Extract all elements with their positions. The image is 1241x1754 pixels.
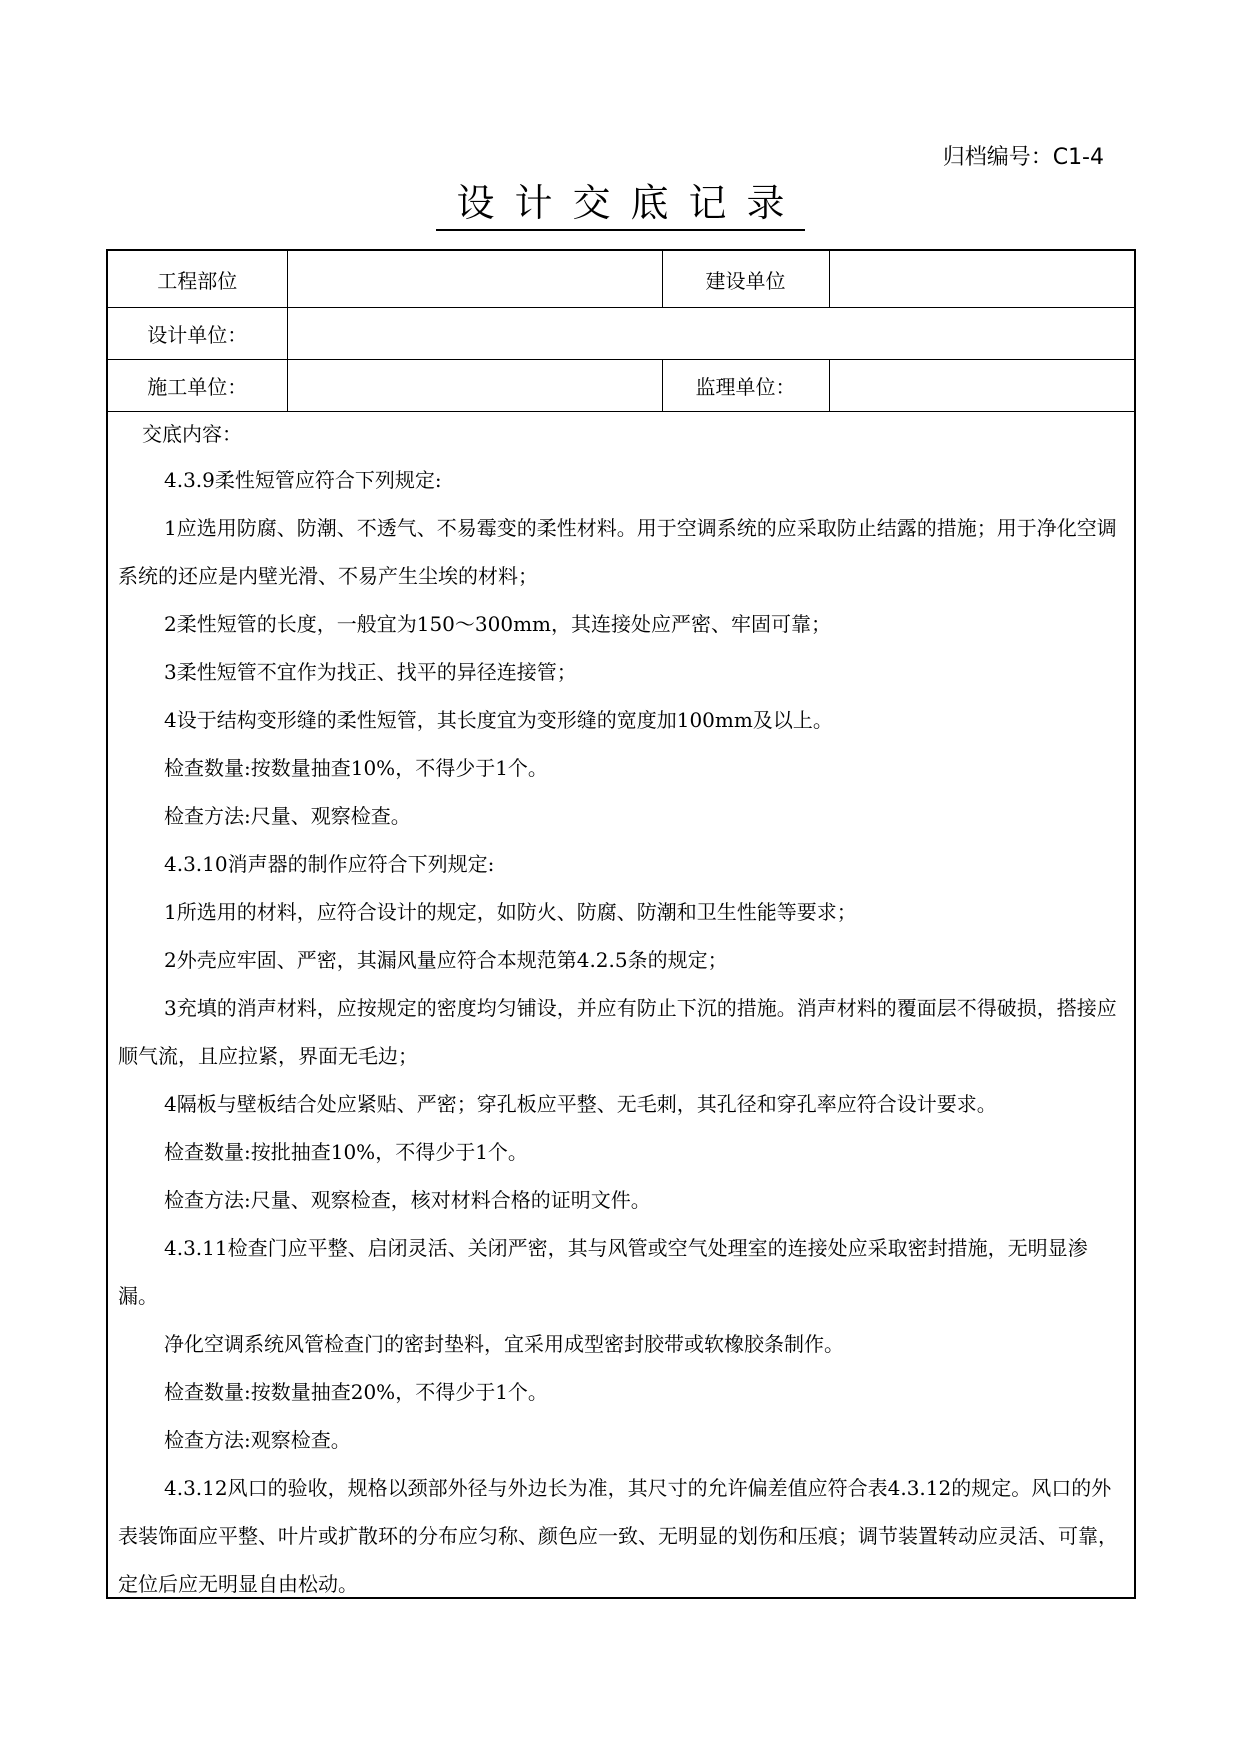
archive-number: 归档编号：C1-4 <box>942 145 1104 170</box>
owner-label: 建设单位 <box>662 251 829 308</box>
paragraph: 检查数量:按数量抽查20%，不得少于1个。 <box>164 1380 548 1404</box>
paragraph: 4.3.12风口的验收，规格以颈部外径与外边长为准，其尺寸的允许偏差值应符合表4.3.12的规定。风口的外表装饰面应平整、叶片或扩散环的分布应匀称、颜色应一致、无明显的划伤和压痕；调节装置转动应灵活、可靠，定位后应无明显自由松动。 <box>118 1476 1118 1596</box>
construction-unit-field[interactable] <box>287 360 662 412</box>
paragraph: 3柔性短管不宜作为找正、找平的异径连接管； <box>164 660 577 684</box>
paragraph: 4.3.9柔性短管应符合下列规定: <box>164 468 442 492</box>
title-wrap <box>0 172 1241 227</box>
document-title: 设计交底记录 <box>436 181 804 231</box>
paragraph: 4隔板与壁板结合处应紧贴、严密；穿孔板应平整、无毛刺，其孔径和穿孔率应符合设计要求。 <box>164 1092 997 1116</box>
paragraph: 检查方法:观察检查。 <box>164 1428 351 1452</box>
info-table <box>108 251 1134 412</box>
paragraph: 检查数量:按数量抽查10%，不得少于1个。 <box>164 756 548 780</box>
content-area <box>108 412 1134 1608</box>
row-design-unit <box>108 308 1134 360</box>
construction-unit-label: 施工单位： <box>108 360 287 412</box>
row-construction-supervision <box>108 360 1134 412</box>
paragraph: 检查方法:尺量、观察检查，核对材料合格的证明文件。 <box>164 1188 651 1212</box>
project-part-label: 工程部位 <box>108 251 287 308</box>
paragraph: 检查数量:按批抽查10%，不得少于1个。 <box>164 1140 528 1164</box>
paragraph: 3充填的消声材料，应按规定的密度均匀铺设，并应有防止下沉的措施。消声材料的覆面层不得破损，搭接应顺气流，且应拉紧，界面无毛边； <box>118 996 1117 1068</box>
row-project-owner <box>108 251 1134 308</box>
paragraph: 4设于结构变形缝的柔性短管，其长度宜为变形缝的宽度加100mm及以上。 <box>164 708 833 732</box>
supervision-unit-field[interactable] <box>829 360 1134 412</box>
paragraph: 2外壳应牢固、严密，其漏风量应符合本规范第4.2.5条的规定； <box>164 948 728 972</box>
paragraph: 1所选用的材料，应符合设计的规定，如防火、防腐、防潮和卫生性能等要求； <box>164 900 857 924</box>
paragraph: 检查方法:尺量、观察检查。 <box>164 804 411 828</box>
paragraph: 4.3.10消声器的制作应符合下列规定: <box>164 852 495 876</box>
design-unit-field[interactable] <box>287 308 1134 360</box>
paragraph: 2柔性短管的长度，一般宜为150～300mm，其连接处应严密、牢固可靠； <box>164 612 832 636</box>
record-form <box>106 249 1136 1599</box>
paragraph: 4.3.11检查门应平整、启闭灵活、关闭严密，其与风管或空气处理室的连接处应采取密封措施，无明显渗漏。 <box>118 1236 1088 1308</box>
supervision-unit-label: 监理单位： <box>662 360 829 412</box>
project-part-field[interactable] <box>287 251 662 308</box>
paragraph: 净化空调系统风管检查门的密封垫料，宜采用成型密封胶带或软橡胶条制作。 <box>164 1332 844 1356</box>
content-label: 交底内容： <box>142 422 242 446</box>
paragraph: 1应选用防腐、防潮、不透气、不易霉变的柔性材料。用于空调系统的应采取防止结露的措施；用于净化空调系统的还应是内壁光滑、不易产生尘埃的材料； <box>118 516 1117 588</box>
design-unit-label: 设计单位： <box>108 308 287 360</box>
owner-field[interactable] <box>829 251 1134 308</box>
